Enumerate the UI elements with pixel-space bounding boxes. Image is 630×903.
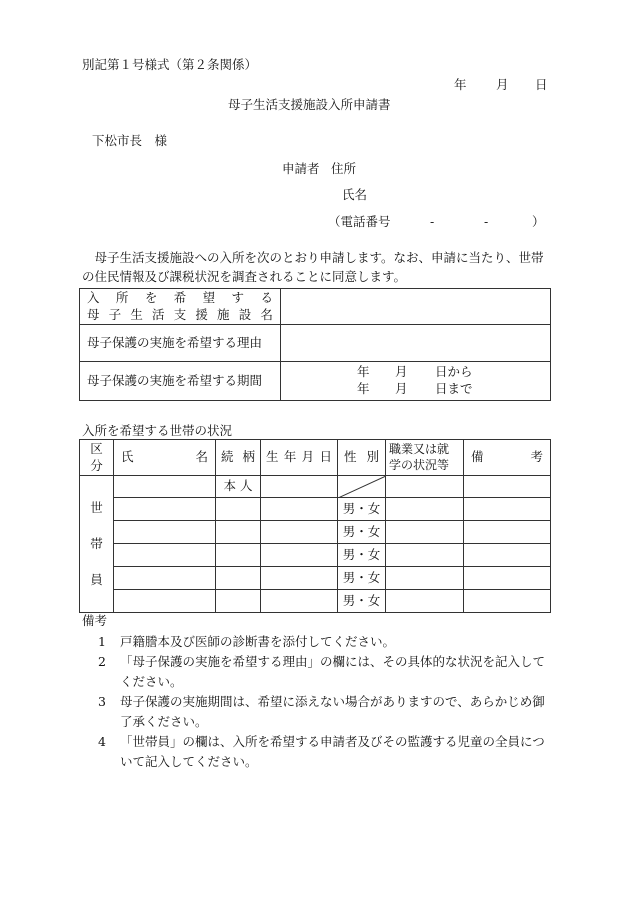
facility-label-line-1 [80,290,280,307]
member-row [80,521,551,544]
form-id: 別記第１号様式（第２条関係） [82,57,258,72]
member-group-char-3: 員 [90,572,103,587]
note-number: 3 [98,694,106,709]
member-relation-field[interactable] [216,590,261,613]
period-field[interactable] [281,362,551,401]
note-number: 1 [98,634,106,649]
date-year-label: 年 [454,77,467,92]
date-day-label: 日 [535,77,548,92]
header-relation-char-2: 柄 [242,449,255,465]
phone-sep-2: - [484,214,489,229]
facility-label-char: す [231,289,245,305]
note-text: 母子保護の実施期間は、希望に添えない場合がありますので、あらかじめ御了承ください。 [120,694,545,729]
member-name-field[interactable] [114,521,216,544]
self-occupation-field[interactable] [386,476,464,498]
header-remarks [464,440,551,476]
member-row [80,567,551,590]
notes-heading: 備考 [82,613,108,628]
period-to-year: 年 [357,381,370,396]
member-birthdate-field[interactable] [261,590,338,613]
self-birthdate-field[interactable] [261,476,338,498]
member-remarks-field[interactable] [464,498,551,521]
member-name-field[interactable] [114,567,216,590]
header-relation [216,440,261,476]
self-sex-cell [338,476,386,498]
form-title: 母子生活支援施設入所申請書 [228,97,391,112]
facility-label-char: 施 [217,306,230,322]
facility-label-char: 希 [173,289,187,305]
member-remarks-field[interactable] [464,544,551,567]
facility-label-char: 望 [202,289,216,305]
header-name [114,440,216,476]
member-birthdate-field[interactable] [261,544,338,567]
header-remarks-char-1: 備 [471,449,484,465]
request-table [79,288,551,401]
self-remarks-field[interactable] [464,476,551,498]
member-sex-option[interactable]: 男・女 [338,521,386,544]
facility-label-char: 名 [260,306,273,322]
facility-label-char: 支 [173,306,187,322]
member-sex-option[interactable]: 男・女 [338,590,386,613]
member-name-field[interactable] [114,590,216,613]
facility-name-label [80,289,281,325]
phone-close: ） [532,214,545,229]
header-kubun [80,440,114,476]
member-remarks-field[interactable] [464,567,551,590]
date-month-label: 月 [496,77,509,92]
facility-label-char: 活 [152,306,165,322]
facility-label-char: を [144,289,158,305]
period-to-suffix: 日まで [435,381,473,396]
reason-field[interactable] [281,325,551,362]
header-birthdate [261,440,338,476]
phone-sep-1: - [430,214,435,229]
header-birthdate-char-1: 生 [266,449,279,465]
applicant-address-label: 住所 [331,161,357,176]
note-text: 「母子保護の実施を希望する理由」の欄には、その具体的な状況を記入してください。 [120,654,546,689]
member-birthdate-field[interactable] [261,498,338,521]
header-sex [338,440,386,476]
header-occupation-line-2: 学の状況等 [389,457,450,472]
member-row [80,498,551,521]
member-name-field[interactable] [114,544,216,567]
facility-label-char: 設 [238,306,252,322]
header-remarks-char-2: 考 [530,449,543,465]
member-occupation-field[interactable] [386,544,464,567]
note-item [82,732,552,772]
header-birthdate-char-2: 年 [283,449,297,465]
member-birthdate-field[interactable] [261,567,338,590]
member-sex-option[interactable]: 男・女 [338,498,386,521]
header-sex-char-1: 性 [344,449,357,465]
member-remarks-field[interactable] [464,590,551,613]
member-row [80,544,551,567]
note-number: 2 [98,654,106,669]
period-label: 母子保護の実施を希望する期間 [80,362,281,401]
member-relation-field[interactable] [216,544,261,567]
facility-label-line-2 [80,307,280,324]
member-name-field[interactable] [114,498,216,521]
diagonal-slash [338,476,386,498]
member-relation-field[interactable] [216,567,261,590]
facility-label-char: る [260,289,273,305]
member-sex-option[interactable]: 男・女 [338,544,386,567]
header-occupation-line-1: 職業又は就 [389,441,450,456]
facility-label-char: 生 [130,306,143,322]
header-name-char-1: 氏 [121,449,134,465]
period-from-year: 年 [357,364,370,379]
facility-label-char: 母 [87,306,100,322]
self-relation: 本 人 [216,476,261,498]
period-to-month: 月 [395,381,408,396]
notes-list [82,632,552,772]
member-sex-option[interactable]: 男・女 [338,567,386,590]
applicant-name-label: 氏名 [342,187,368,202]
applicant-label: 申請者 [282,161,320,176]
facility-name-field[interactable] [281,289,551,325]
member-occupation-field[interactable] [386,590,464,613]
header-sex-char-2: 別 [366,449,379,465]
note-number: 4 [98,734,106,749]
header-name-char-2: 名 [195,449,208,465]
note-text: 戸籍謄本及び医師の診断書を添付してください。 [120,634,396,649]
member-relation-field[interactable] [216,498,261,521]
header-birthdate-char-3: 月 [301,449,315,465]
member-group-char-2: 帯 [90,536,103,551]
period-from-suffix: 日から [435,364,473,379]
note-item [82,632,552,652]
member-remarks-field[interactable] [464,521,551,544]
member-birthdate-field[interactable] [261,521,338,544]
phone-open: （電話番号 [328,214,391,229]
period-from-month: 月 [395,364,408,379]
addressee: 下松市長 様 [92,133,168,148]
facility-label-char: 子 [108,306,122,322]
header-kubun-char-1: 区 [90,440,103,456]
member-group-label [80,476,114,613]
member-occupation-field[interactable] [386,567,464,590]
household-table [79,439,551,613]
reason-label: 母子保護の実施を希望する理由 [80,325,281,362]
member-row [80,590,551,613]
statement: 母子生活支援施設への入所を次のとおり申請します。なお、申請に当たり、世帯の住民情報及び課税状況を調査されることに同意します。 [82,250,544,284]
note-text: 「世帯員」の欄は、入所を希望する申請者及びその監護する児童の全員について記入してください。 [120,734,545,769]
header-birthdate-char-4: 日 [319,449,332,465]
member-occupation-field[interactable] [386,498,464,521]
header-kubun-char-2: 分 [90,457,103,473]
header-occupation [386,440,464,476]
facility-label-char: 所 [115,289,129,305]
facility-label-char: 援 [195,306,208,322]
note-item [82,692,552,732]
facility-label-char: 入 [87,289,100,305]
member-occupation-field[interactable] [386,521,464,544]
self-name-field[interactable] [114,476,216,498]
member-relation-field[interactable] [216,521,261,544]
household-heading: 入所を希望する世帯の状況 [82,423,233,438]
header-relation-char-1: 続 [221,449,234,465]
note-item [82,652,552,692]
member-group-char-1: 世 [90,500,103,515]
